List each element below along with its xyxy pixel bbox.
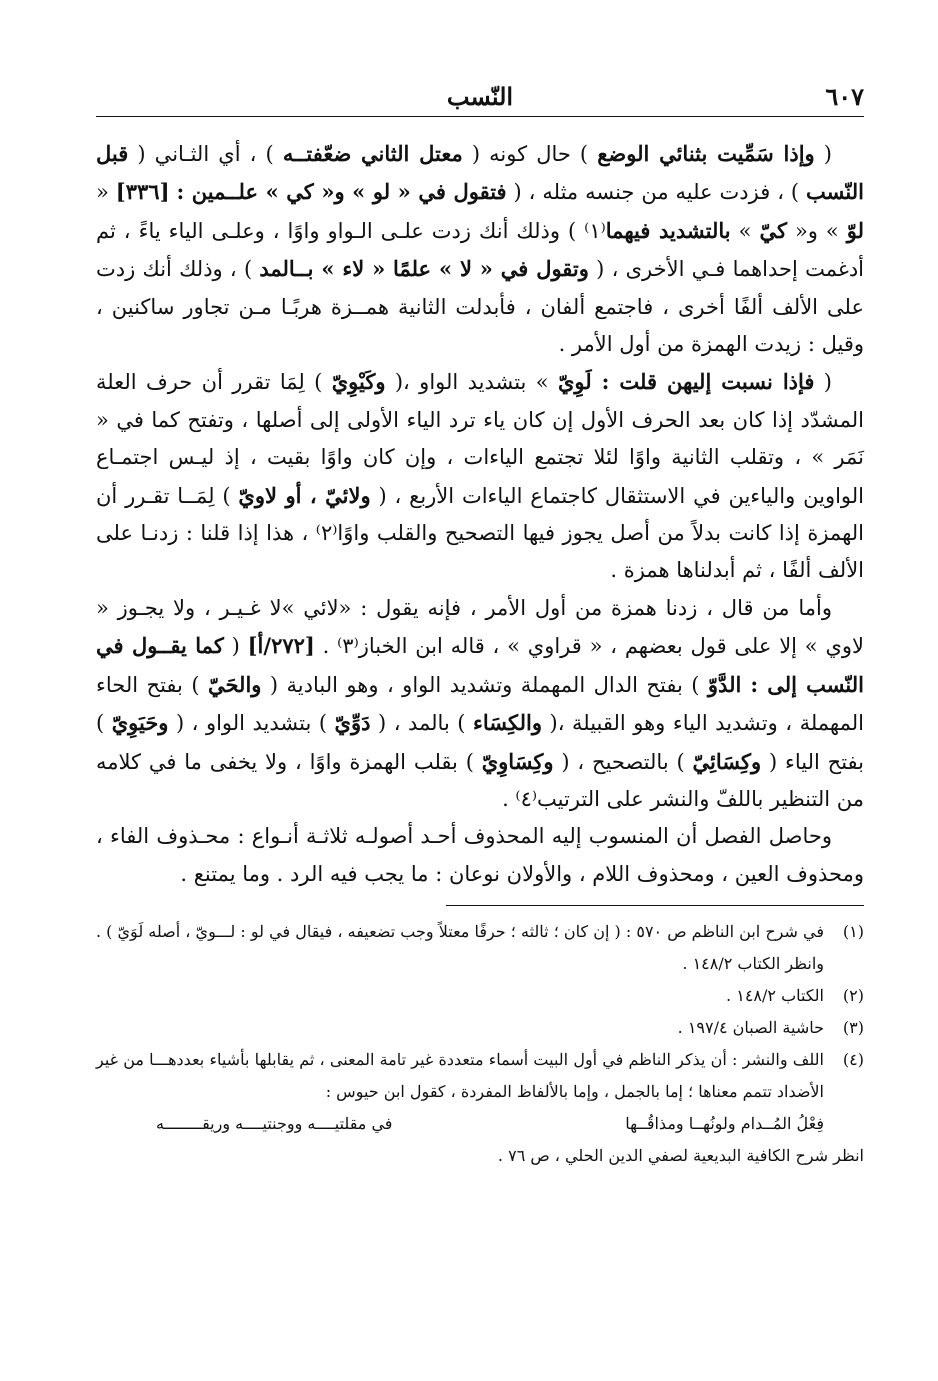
bold-text-run: وتقول في « لا » علمًا « لاء » بــالمد [259,256,589,282]
text-run: » و« [786,218,847,243]
text-run: ) بتشديد الواو ، ( [168,711,335,736]
bold-text-run: فتقول في « لو » و« كي » علــمين : [176,179,507,205]
footnote-number: (٢) [842,986,864,1006]
bold-text-run: وكَيْوِيّ [331,369,386,395]
text-run: ⁽١⁾ ) وذلك أنك زدت علـى الـواو واوًا ، وعلـى الياء ياءً ، ثم أدغمت إحداهما فـي الأخرى ، ( [96,218,865,282]
text-run: وحاصل الفصل أن المنسوب إليه المحذوف أحـد أصولـه ثلاثـة أنـواع : محـذوف الفاء ، ومحذوف العين ، ومحذوف اللام ، والأولان نوعان : ما يجب فيه الرد . وما يمتنع . [96,824,864,886]
bold-text-run: وكِسَائِيّ [692,748,762,774]
footnote-number: (٤) [842,1050,864,1070]
page-number: ٦٠٧ [825,82,864,111]
text-run: ) ، وذلك أنك زدت على الألف ألفًا أخرى ، فاجتمع ألفان ، فأبدلت الثانية همــزة هربًـا مـن تجاور ساكنين ، وقيل : زيدت الهمزة من أول الأمر . [96,257,864,357]
bold-text-run: [٢٧٢/أ] [247,633,315,659]
paragraph [96,590,864,818]
bold-text-run: [٣٣٦] [115,179,170,205]
footnote [96,980,864,1012]
text-run: وأما من قال ، زدنا همزة من أول الأمر ، فإنه يقول : «لائي »لا غـيـر ، ولا يجـوز « لاوي » إلا على قول بعضهم ، « قراوي » ، قاله ابن الخباز⁽٣⁾ . [96,595,864,659]
poetry-verse [96,1108,864,1140]
main-text [96,135,864,893]
text-run: ) حال كونه ( [462,142,598,166]
bold-text-run: بالتشديد فيهما [605,217,731,243]
text-run: ( [814,370,832,395]
text-run: ) بالمد ، ( [370,711,474,736]
footnote [96,1044,864,1108]
bold-text-run: والكِسَاء [473,710,542,736]
text-run: ) لِمَــا تقـرر أن الهمزة إذا كانت بدلاً من أصل يجوز فيها التصحيح والقلب واوًا⁽٢⁾ ، هذا إذا قلنا : زدنـا على الألف ألفًا ، ثم أبدلناها همزة . [96,483,864,583]
footnotes [96,916,864,1172]
text-run: » [730,218,760,243]
footnote-text: الكتاب ١٤٨/٢ . [726,986,824,1006]
bold-text-run: قبل النّسب [96,141,864,205]
text-run: ) بالتصحيح ، ( [553,749,693,774]
bold-text-run: وحَيَوِيّ [111,710,169,736]
bold-text-run: وكِسَاوِيّ [481,748,554,774]
text-run: ) ، أي الثـاني ( [128,142,283,166]
text-run: ) بفتح الدال المهملة وتشديد الواو ، وهو البادية ( [261,672,708,697]
verse-source-note: انظر شرح الكافية البديعية لصفي الدين الحلي ، ص ٧٦ . [497,1146,864,1166]
footnote [96,916,864,980]
book-page [96,80,864,1172]
footnote-text: حاشية الصبان ١٩٧/٤ . [677,1018,824,1038]
footnote-text: في شرح ابن الناظم ص ٥٧٠ : ( إن كان ؛ ثالثه ؛ حرفًا معتلاً وجب تضعيفه ، فيقال في لو : لـــويّ ، أصله لَوَيّ ) . وانظر الكتاب ١٤٨/٢ . [96,922,824,974]
verse-first-hemistich: فِعْلُ المُــدام ولونُهــا ومذاقُــها [625,1114,824,1134]
bold-text-run: لوّ [846,217,864,243]
text-run: ) بفتح الياء ( [96,711,864,774]
bold-text-run: كما يقــول في النّسب إلى : الدَّوّ [96,633,864,697]
bold-text-run: كيّ [759,217,787,243]
text-run: « [96,180,116,205]
paragraph [96,363,864,589]
footnote-text: اللف والنشر : أن يذكر الناظم في أول البيت أسماء متعددة غير تامة المعنى ، ثم يقابلها بأشياء بعددهـــا من غير الأضداد تتمم معناها ؛ إما بالجمل ، وإما بالألفاظ المفردة ، كقول ابن حيوس : [96,1050,824,1102]
bold-text-run: فإذا نسبت إليهن قلت : لَوِيّ [557,369,815,395]
text-run: ) لِمَا تقرر أن حرف العلة المشدّد إذا كان بعد الحرف الأول إن كان ياء ترد الياء الأولى إلى أصلها ، وتفتح كما في « نَمَر » ، وتقلب الثانية واوًا لئلا تجتمع الياءات ، وإن كان واوًا بقيت ، إذ ليـس اجتمـاع الواوين والياءين في الاستثقال كاجتماع الياءات الأربع ، ( [96,370,864,508]
text-run: ) ، فزدت عليه من جنسه مثله ، ( [506,180,807,205]
bold-text-run: ولائيّ ، أو لاويّ [238,482,371,508]
text-run: ) بفتح الحاء المهملة ، وتشديد الياء وهو القبيلة ،( [96,672,864,736]
paragraph [96,818,864,893]
running-header [96,80,864,117]
text-run: ( [814,142,832,166]
text-run: » بتشديد الواو ،( [385,370,558,395]
footnote [96,1012,864,1044]
chapter-title: النّسب [446,82,514,111]
bold-text-run: دَوِّيّ [334,710,371,736]
verse-second-hemistich: في مقلتيــــه ووجنتيــــه وريقــــــــه [156,1114,393,1134]
footnote-number: (١) [842,922,864,942]
footnote-separator [446,905,864,906]
bold-text-run: والحَيّ [208,671,262,697]
footnote-number: (٣) [842,1018,864,1038]
paragraph [96,135,864,363]
text-run: ) بقلب الهمزة واوًا ، ولا يخفى ما في كلامه من التنظير باللفّ والنشر على الترتيب⁽٤⁾ . [96,749,864,811]
bold-text-run: معتل الثاني ضعّفتــه [282,141,463,166]
bold-text-run: وإذا سَمِّيت بثنائي الوضع [597,141,815,166]
text-run: ( [223,634,248,659]
